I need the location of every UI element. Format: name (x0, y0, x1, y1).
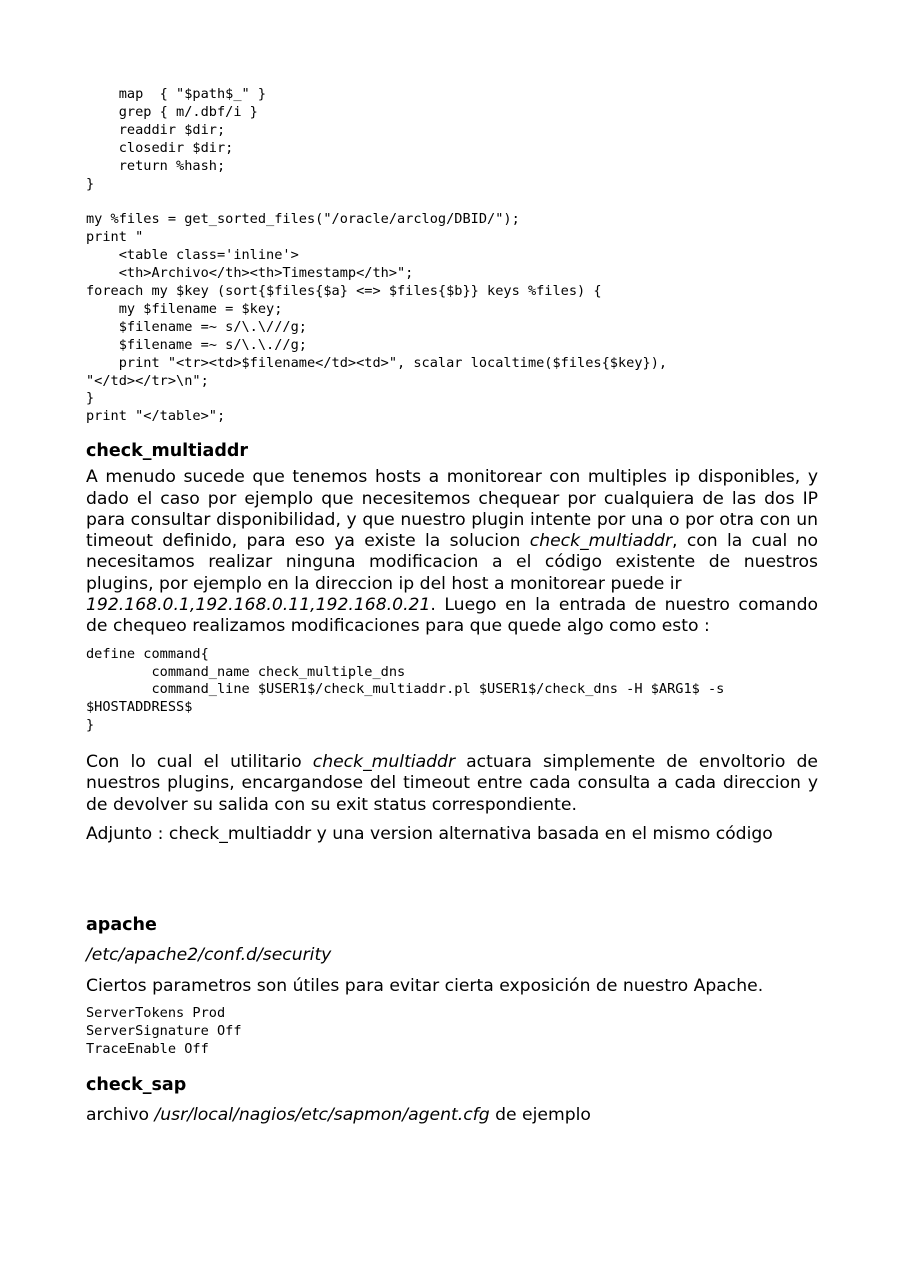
intro-text-part1 (86, 467, 818, 595)
sap-text-a: archivo (86, 1104, 155, 1125)
apache-config-code-block: ServerTokens Prod ServerSignature Off TraceEnable Off (86, 1004, 242, 1057)
paragraph-multiaddr-intro (86, 467, 818, 637)
heading-apache: apache (86, 915, 157, 936)
intro-term-check-multiaddr: check_multiaddr (529, 531, 673, 552)
sap-example-line (86, 1105, 818, 1126)
apache-config-path (86, 945, 818, 966)
wrapper-term-check-multiaddr: check_multiaddr (312, 752, 456, 773)
wrapper-text-b: actuara simplemente de envoltorio de nuestros plugins, encargandose del timeout entre cada consulta a cada direccion y de devolver su salida con su exit status correspondiente. (86, 752, 818, 815)
paragraph-multiaddr-wrapper (86, 752, 818, 816)
intro-text-b: , con la cual no necesitamos realizar ninguna modificacion a el código existente de nuestros plugins, por ejemplo en la direccion ip del host a monitorear puede ir (86, 531, 818, 594)
heading-check-sap: check_sap (86, 1074, 187, 1095)
sap-config-path: /usr/local/nagios/etc/sapmon/agent.cfg (154, 1104, 490, 1125)
intro-text-part2 (86, 595, 818, 638)
intro-ip-list: 192.168.0.1,192.168.0.11,192.168.0.21 (86, 595, 431, 615)
heading-check-multiaddr: check_multiaddr (86, 441, 249, 462)
apache-description: Ciertos parametros son útiles para evitar cierta exposición de nuestro Apache. (86, 975, 764, 996)
sap-text-b: de ejemplo (489, 1104, 591, 1125)
define-command-code-block: define command{ command_name check_multiple_dns command_line $USER1$/check_multiaddr.pl $USER1$/check_dns -H $ARG1$ -s $HOSTADDRESS$ } (86, 645, 725, 734)
paragraph-attachment: Adjunto : check_multiaddr y una version alternativa basada en el mismo código (86, 824, 773, 845)
perl-code-block: map { "$path$_" } grep { m/.dbf/i } readdir $dir; closedir $dir; return %hash; } my %files = get_sorted_files("/oracle/arclog/DBID/"); print " <table class='inline'> <th>Archivo</th><th>Timestamp</th>"; foreach my $key (sort{$files{$a} <=> $files{$b}} keys %files) { my $filename = $key; $filename =~ s/\.\///g; $filename =~ s/\.\.//g; print "<tr><td>$filename</td><td>", scalar localtime($files{$key}), "</td></tr>\n"; } print "</table>"; (86, 86, 668, 425)
intro-text-c: . Luego en la entrada de nuestro comando de chequeo realizamos modificaciones para que quede algo como esto : (86, 595, 818, 637)
apache-path-text: /etc/apache2/conf.d/security (86, 945, 332, 966)
page-content (86, 86, 818, 1126)
intro-text-a: A menudo sucede que tenemos hosts a monitorear con multiples ip disponibles, y dado el caso por ejemplo que necesitemos chequear por cualquiera de las dos IP para consultar disponibilidad, y que nuestro plugin intente por una o por otra con un timeout definido, para eso ya existe la solucion (86, 467, 818, 552)
wrapper-text-a: Con lo cual el utilitario (86, 752, 313, 773)
